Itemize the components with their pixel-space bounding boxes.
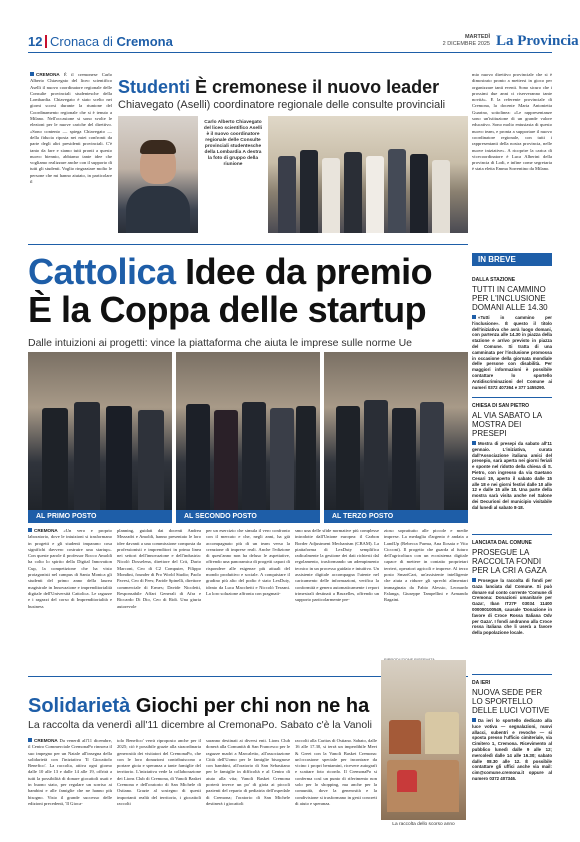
winner-person — [420, 402, 444, 510]
article2-headline-text: Idee da premio — [185, 251, 433, 292]
portrait-hair — [140, 140, 176, 154]
sidebar-heading: IN BREVE — [472, 253, 552, 266]
article1-headline — [118, 77, 439, 98]
article2-photo-second — [176, 352, 320, 510]
sidebar-kicker: DA IERI — [472, 680, 491, 686]
article1-column-1 — [30, 72, 112, 236]
article2-column-4 — [295, 528, 379, 666]
article1-text-1: È il cremonese Carlo Alberto Chiavegato del liceo scientifico Aselli il nuovo coordinatore regionale delle Consulte provinciali studentesche della Lombardia. Chiavegato è stato scelto nei giorni scorsi durante la riunione del Coordinamento regionale che si è tenuto a Milano. Nell'occasione si sono svolte le elezioni per le nuove cariche del direttivo. «Sono contento — spiega Chiavegato — della fiducia riposta nei miei confronti da parte degli altri presidenti provinciali. C'è tanto da fare e siamo tutti pronti a questo nuovo biennio, abbiamo tante idee che vogliamo realizzare anche con il supporto di tutti gli studenti. Voglio ringraziare molto le persone che mi hanno aiutato, in particolare il — [30, 72, 112, 185]
article3-column-3 — [206, 738, 290, 834]
article3-photo — [381, 660, 466, 820]
article1-headline-text: È cremonese il nuovo leader — [195, 77, 440, 97]
group-person — [300, 150, 318, 233]
sidebar-title: PROSEGUE LA RACCOLTA FONDI PER LA CRI A GAZA — [472, 548, 547, 575]
sidebar-title: TUTTI IN CAMMINO PER L'INCLUSIONE DOMANI ALLE 14.30 — [472, 285, 548, 312]
article2-column-1 — [28, 528, 112, 666]
group-person — [344, 152, 362, 233]
article2-column-3 — [206, 528, 290, 666]
section-label: Cronaca di — [50, 34, 113, 49]
toy-box — [389, 720, 421, 754]
winner-person — [106, 406, 132, 510]
portrait-body — [126, 186, 190, 233]
bullet-square — [472, 578, 476, 582]
article2-column-5 — [384, 528, 468, 656]
toy-box — [425, 712, 459, 754]
sidebar-kicker: DALLA STAZIONE — [472, 277, 516, 283]
group-person — [366, 156, 384, 233]
article3-photo-caption: La raccolta dello scorso anno — [392, 822, 455, 827]
article3-headline-text: Giochi per chi non ne ha — [135, 695, 370, 717]
article3-text-1: Da venerdì all'11 dicembre, il Centro Commerciale CremonaPo rinnova il suo impegno per un Natale all'insegna della solidarietà con l'iniziativa 'Il Giocattolo Benefico'. La raccolta, attiva ogni giorno dalle 10 alle 13 e dalle 14 alle 19, offrirà a tutti la possibilità di donare giocattoli usati e in buono stato, per regalare un sorriso ai bambini e alle famiglie che ne hanno più bisogno. Visto il grande successo delle edizioni precedenti, 'Il Gioca- — [28, 738, 112, 806]
article1-portrait-photo — [118, 116, 198, 233]
article2-headline-line2: È la Coppa delle startup — [28, 289, 427, 330]
issue-day: MARTEDÌ — [464, 34, 490, 40]
article2-photo-label-first: AL PRIMO POSTO — [28, 510, 172, 523]
article2-text-4: smo una delle sfide normative più complesse introdotte dall'Unione europea: il Carbon Border Adjustment Mechanism (CBAM). La piattaforma di LexDuty semplifica radicalmente la gestione dei dati richiesti dal regolamento, trasformando un adempimento tecnico in un processo guidato e intuitivo. Un assistente digitale accompagna l'utente nel caricamento delle informazioni, verifica la conformità e genera automaticamente i report trimestrali destinati a Bruxelles, offrendo un supporto particolarmente pre- — [295, 528, 379, 603]
winner-person — [392, 408, 416, 510]
article1-group-photo — [268, 116, 468, 233]
sidebar-kicker: LANCIATA DAL COMUNE — [472, 540, 532, 546]
issue-date-text: 2 DICEMBRE 2025 — [442, 40, 490, 47]
group-person — [432, 160, 450, 233]
article2-photo-first — [28, 352, 172, 510]
bullet-square — [472, 718, 476, 722]
article3-text-3: saranno destinati ai diversi enti. Lions Club donerà alla Comunità di San Francesco per le ragazze madri a Marcaletto, all'associazione Città dell'Uomo per le famiglie bisognose con bambini, all'oratorio di San Sebastiano per le famiglie in difficoltà e al Centro di aiuto alla vita; Vanoli Basket Cremona porterà invece un po' di gioia ai piccoli pazienti del reparto di pediatria dell'ospedale di Cremona; l'oratorio di San Michele destinerà i giocattoli — [206, 738, 290, 806]
toy-box — [397, 770, 417, 792]
article2-text-5: zioso soprattutto alle piccole e medie imprese. La medaglia d'argento è andata a LandUp (Rebecca Parma, Ana Ilosaia e Vito Cicconi). Il progetto che guarda al futuro dell'agricoltura con un ecosistema digitale capace di mettere in contatto proprietari terrieri, operatori agricoli e imprese. Al terzo posto SmartCart, un'assistente intelligente che aiuta a ridurre gli sprechi alimentari immaginata da Fabio Alessio, Leonardo Falanga, Giuseppe Tampellini e Armando Ragaini. — [384, 528, 468, 603]
sidebar-rule — [472, 534, 552, 535]
group-person — [410, 154, 428, 233]
article1-photo-caption: Carlo Alberto Chiavegato del liceo scientifico Aselli è il nuovo coordinatore regionale delle Consulte provinciali studentesche della Lombardia A destra la foto di gruppo della riunione — [203, 120, 263, 167]
article2-subtitle: Dalle intuizioni ai progetti: vince la piattaforma che aiuta le imprese sulle norme Ue — [28, 337, 413, 349]
bullet-square — [30, 72, 34, 76]
winner-person — [296, 406, 316, 510]
header-rule — [28, 52, 552, 53]
sidebar-body — [472, 718, 552, 834]
article3-column-1 — [28, 738, 112, 834]
sidebar-title: NUOVA SEDE PER LO SPORTELLO DELLE LUCI VOTIVE — [472, 688, 550, 715]
winner-person — [364, 400, 388, 510]
section-rule — [28, 244, 468, 245]
winner-person — [138, 410, 164, 510]
sidebar-body-text: Mostra di presepi da sabato all'11 gennaio. L'iniziativa, curata dall'Associazione italiana amici del presepio, sarà aperta nei giorni feriali e sponte nel ridotto della chiesa di S. Pietro, con ingresso da via Gaetano Cesari 19, aperto il sabato dalle 15 alle 18 e nei giorni festivi dalle 10 alle 12 e dalle 15 alle 18. Una parte della mostra sarà visita anche nel Salone dei Decurioni del municipio visitabile dal lunedì al sabato 8-18. — [472, 441, 552, 510]
article1-dateline: CREMONA — [36, 72, 60, 77]
bullet-square — [472, 315, 476, 319]
winner-person — [214, 410, 238, 510]
article3-dateline: CREMONA — [34, 738, 58, 743]
article2-kicker: Cattolica — [28, 251, 176, 292]
article2-text-3: per un esercizio che simula il vero confronto con il mercato e che, negli anni, ha già accompagnato più di un team verso la creazione di imprese reali. Anche l'edizione di quest'anno non ha deluso le aspettative, offrendo una panoramica di progetti capaci di rispondere alle esigenze più attuali del mondo produttivo e sociale. A conquistare il gradino più alto del podio è stato LexDuty, ideato da Luca Macchetti e Niccolò Terzani. La loro soluzione affronta con pragmati- — [206, 528, 290, 596]
sidebar-rule — [472, 674, 552, 675]
newspaper-logo: La Provincia — [496, 33, 579, 49]
article2-photo-label-third: AL TERZO POSTO — [324, 510, 468, 523]
winner-person — [74, 402, 100, 510]
winner-person — [242, 402, 266, 510]
winner-person — [336, 406, 360, 510]
sidebar-body-text: Prosegue la raccolta di fondi per Gaza lanciata dal Comune. Si può donare sul conto corrente 'Comune di Cremona: Donazioni umanitarie per Gaza', Iban IT27F 03034 11400 000000100549, causale 'Donazione in favore di Croce Rossa Italiana Odv per Gaza'. I fondi andranno alla Croce rossa italiana che li userà a favore della popolazione locale. — [472, 578, 552, 636]
page-header — [28, 33, 579, 51]
sidebar-body-text: «Tutti in cammino per l'inclusione». È questo il titolo dell'iniziativa che avrà luogo domani, con partenza alle 14.30 in piazza della stazione e arrivo previsto in piazza del Comune. Si tratta di una camminata per l'inclusione promossa in occasione della giornata mondiale delle persone con disabilità. Per maggiori informazioni è possibile contattare lo sportello Antidiscriminazioni del Comune ai numeri 0372 407364 e 377 1455290. — [472, 315, 552, 390]
article1-kicker: Studenti — [118, 77, 190, 97]
group-person — [388, 149, 406, 233]
article2-text-1: «Un vero e proprio laboratorio, dove le intuizioni si trasformano in progetti e gli studenti imparano cosa significhi davvero costruire una startup». Con queste parole il professor Rocco Amoldi ha colto lo spirito della Digital Innovation Cup, la competizione che ha visto protagonisti nel campus di Santa Monica gli studenti del primo anno della laurea magistrale in Innovazione e imprenditorialità digitale dell'Università Cattolica. Le ragazze e i ragazzi del corso di Imprenditorialità e business — [28, 528, 112, 609]
sidebar-body — [472, 578, 552, 670]
winner-person — [42, 408, 68, 510]
sidebar-body-text: Da ieri lo sportello dedicato alla luce votiva — segnalazioni, nuovi allacci, subentri e revoche — si sposta presso l'ufficio cimiteriale, via Cimitero 1, Cremona. Ricevimento al pubblico lunedì dalle 9 alle 12; mercoledì dalle 14 alle 16.30; sabato dalle 08.30 alle 12. È possibile contattare gli uffici anche via mail: cim@comune.cremona.it oppure al numero 0372 407346. — [472, 718, 552, 781]
sidebar-body — [472, 315, 552, 393]
group-person — [322, 158, 340, 233]
group-person — [278, 156, 296, 233]
article3-text-2: tolo Benefico' verrà riproposto anche per il 2025; ciò è possibile grazie alla straordinaria generosità dei visitatori del CremonaPo, che con le loro donazioni contribuiscono a portare gioia e speranza a tante famiglie del territorio. L'iniziativa vede la collaborazione dei Lions Club di Cremona, di Vanoli Basket Cremona e dell'oratorio di San Michele di Ostiano. Grazie al sostegno di questi importanti realtà del territorio, i giocattoli raccolti — [117, 738, 201, 806]
article3-column-2 — [117, 738, 201, 834]
sidebar-rule — [472, 397, 552, 398]
article3-text-4: raccolti alla Caritas di Ostiano. Sabato, dalle 16 alle 17.30, si terrà un imperdibile Meet & Greet con la Vanoli Basket Cremona: un'occasione speciale per incontrare da vicino i propri beniamini, ricevere autografi e scattare foto ricordo. Il CremonaPo si conferma così un punto di riferimento non solo per lo shopping, ma anche per la comunità, dove la generosità e la condivisione si trasformano in gesti concreti di aiuto e speranza. — [295, 738, 377, 806]
article3-kicker: Solidarietà — [28, 695, 131, 717]
article2-column-2 — [117, 528, 201, 666]
bullet-square — [28, 738, 32, 742]
article2-text-2: planning, guidati dai docenti Andrea Mezzadri e Amoldi, hanno presentato le loro idee davanti a una commissione composta da professionisti e imprenditori in prima linea nei settori dell'innovazione e dell'industria: Nicolò Dosselena, direttore del Crit, Dario Marconi, Ceo di C2 Computer, Filippo Mondini, founder di Pro World Studio; Paolo Pavesi, Ceo di Fees; Paride Spinelli, direttore commerciale di Ermes; Davide Nicoletti, Responsabile Affari Generali di Afra e Riccardo Di Dio, Ceo di Ridi. Una giuria autorevole — [117, 528, 201, 609]
winner-person — [186, 404, 210, 510]
article2-photo-label-second: AL SECONDO POSTO — [176, 510, 320, 523]
article1-text-2: mio nuovo direttivo provinciale che si è dimostrato pronto a mettersi in gioco per organizzare tanti eventi. Sono sicuro che i prossimi due anni ci riserveranno tante novità». E la referente provinciale di Cremona, la docente Maria Antonietta Guarino, sottolinea: «Le rappresentanze sono un'istituzione di un grande valore educativo. Sono molto entusiasta di questo nuovo team, e pronta a supportare il nuovo coordinatore regionale, con tutti i rappresentanti della nostra provincia, nelle nuove iniziative». A ricoprire la carica di vicecoordinatore è Luca Alberini della provincia di Lodi, e infine come segretaria è stata eletta Emma Sorrentino da Milano. — [472, 72, 552, 172]
article2-photo-third — [324, 352, 468, 510]
issue-date — [412, 34, 490, 47]
sidebar-kicker: CHIESA DI SAN PIETRO — [472, 403, 530, 409]
article3-headline — [28, 695, 369, 718]
article3-column-4 — [295, 738, 377, 834]
article2-dateline: CREMONA — [34, 528, 58, 533]
section-city: Cremona — [116, 34, 173, 49]
bullet-square — [472, 441, 476, 445]
header-separator — [45, 35, 47, 48]
sidebar-title: AL VIA SABATO LA MOSTRA DEI PRESEPI — [472, 411, 542, 438]
article1-column-2 — [472, 72, 552, 236]
article1-subtitle: Chiavegato (Aselli) coordinatore regionale delle consulte provinciali — [118, 99, 446, 111]
article3-subtitle: La raccolta da venerdì all'11 dicembre al CremonaPo. Sabato c'è la Vanoli — [28, 719, 372, 731]
winner-person — [270, 408, 294, 510]
article2-headline — [28, 253, 468, 329]
section-title — [50, 34, 173, 49]
sidebar-body — [472, 441, 552, 531]
bullet-square — [28, 528, 32, 532]
page-number: 12 — [28, 34, 43, 49]
